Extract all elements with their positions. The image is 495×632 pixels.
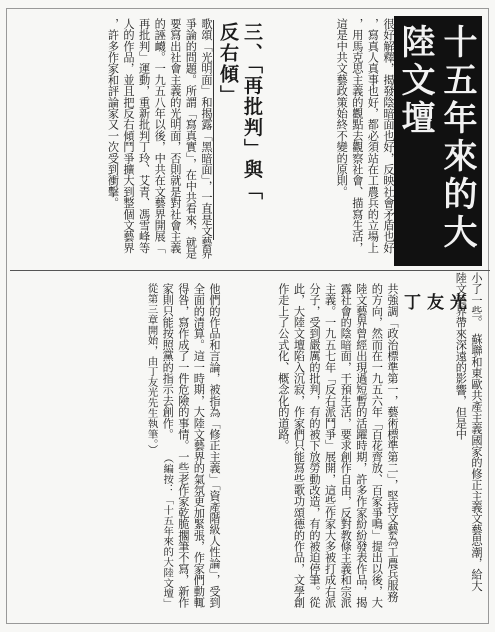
horizontal-divider [10,270,490,271]
section-heading: 三、「再批判」與「反右傾」 [217,22,263,202]
article-continuation: 小了一些。 蘇聯和東歐共產主義國家的修正主義文藝思潮，給大陸文藝界帶來深遠的影響，但是中 [454,272,483,592]
article-body-top-right: 很好解釋，揭發陰暗面也好，反映社會矛盾也好，寫真人真事也好，都必須站在工農兵的立場上，用馬克思主義的觀點去觀察社會、描寫生活，這是中共文藝政策始終不變的原則。 [335,18,395,254]
article-paragraph: 他們的作品和言論，被指為「修正主義」「資產階級人性論」，受到全面的清算。這一時期，大陸文藝界的氣氛更加緊張，作家們動輒得咎，寫作成了一件危險的事情。一些老作家乾脆擱筆不寫，新作家則只能按照黨的指示去創作。 [161,283,221,608]
article-body-right: 共強調「政治標準第一，藝術標準第二」，堅持文藝為工農兵服務的方向，然而在一九五六年「百花齊放、百家爭鳴」提出以後，大陸文藝界曾經出現過短暫的活躍時期，許多作家紛紛發表作品，揭露社會的陰暗面，干預生活，要求創作自由，反對教條主義和宗派主義。一九五七年「反右派鬥爭」展開，這些作家大多被打成右派分子，受到嚴厲的批判，有的被下放勞動改造，有的被迫停筆。從此，大陸文壇陷入沉寂，作家們只能寫些歌功頌德的作品，文學創作走上了公式化、概念化的道路。 [276,283,399,608]
editor-note: （編按：「十五年來的大陸文壇」從第三章開始，由丁友光先生執筆。） [145,283,174,609]
article-body-top-left: 歌頌「光明面」和揭露「黑暗面」，一直是文藝界爭論的問題。所謂「寫真實」，在中共看來，就是要寫出社會主義的光明面，否則就是對社會主義的誣衊。一九五八年以後，中共在文藝界開展「再批判」運動，重新批判丁玲、艾青、馮雪峰等人的作品，並且把反右傾鬥爭擴大到整個文藝界，許多作家和評論家又一次受到衝擊。 [106,18,213,259]
author-name: 丁友光 [404,293,473,313]
article-body-bottom-left [18,283,222,613]
masthead-title: 十五年來的大陸文壇 [394,16,482,266]
